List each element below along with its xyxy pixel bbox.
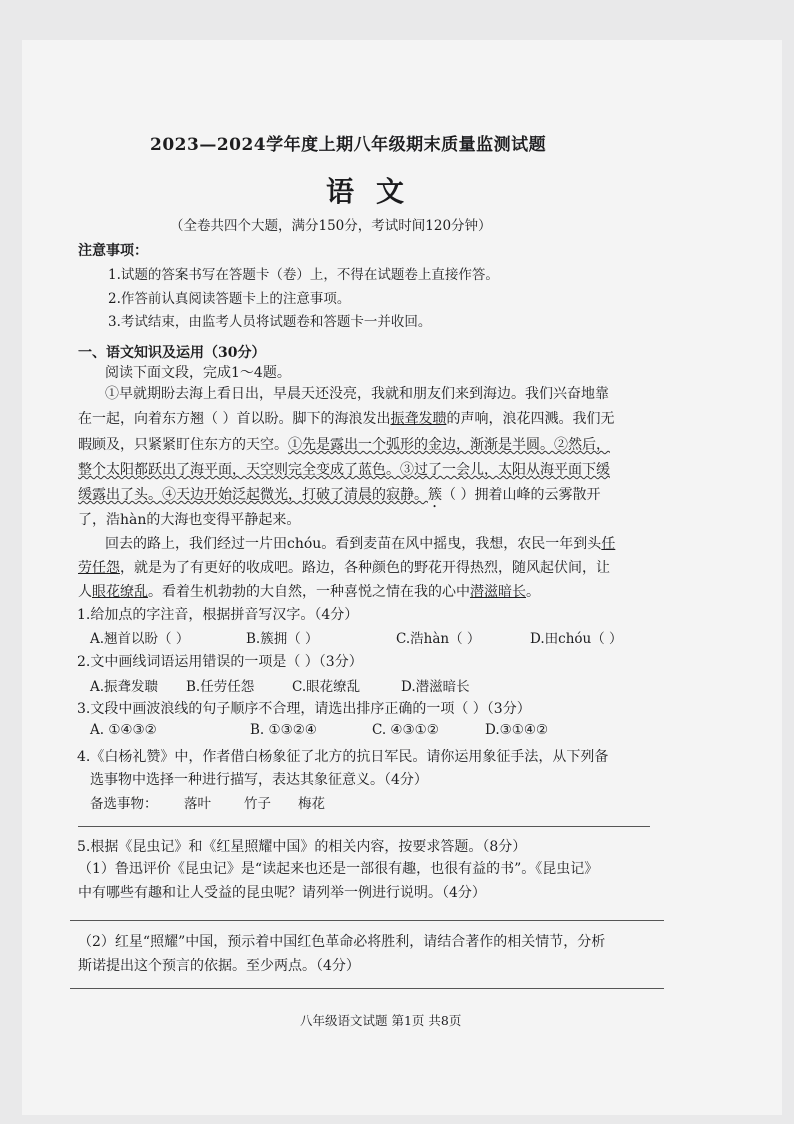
question-4-stem: 选事物中选择一种进行描写，表达其象征意义。（4分） [90,772,428,788]
q3-option-b: B. ①③②④ [250,722,317,738]
question-4-stem: 4.《白杨礼赞》中，作者借白杨象征了北方的抗日军民。请你运用象征手法，从下列备 [77,749,609,765]
page-footer: 八年级语文试题 第1页 共8页 [300,1013,462,1028]
passage-text: 暇顾及，只紧紧盯住东方的天空。 [78,437,288,453]
underlined-word: 眼花缭乱 [92,584,148,600]
section-heading: 一、语文知识及运用（30分） [78,345,266,361]
question-3-stem: 3.文段中画波浪线的句子顺序不合理，请选出排序正确的一项（ ）（3分） [77,701,531,717]
question-5-part-2: 斯诺提出这个预言的依据。至少两点。（4分） [78,958,360,974]
dotted-char: 簇 [428,487,442,503]
underlined-word: 振聋发聩 [390,411,447,427]
passage-text: ，就是为了有更好的收成吧。路边，各种颜色的野花开得热烈，随风起伏间，让 [120,560,610,576]
answer-line [70,920,664,921]
q1-option-d: D.田chóu（ ） [530,631,623,647]
q1-option-a: A.翘首以盼（ ） [90,631,190,647]
notice-heading: 注意事项： [78,243,148,259]
q4-items-label: 备选事物： [90,796,158,812]
passage-text: （ ）拥着山峰的云雾散开 [442,487,601,503]
q2-option-d: D.潜滋暗长 [401,679,470,695]
passage-line [78,408,614,428]
underlined-word: 劳任怨 [78,560,120,576]
passage-line [105,533,615,553]
passage-text: 在一起，向着东方翘（ ）首以盼。脚下的海浪发出 [78,411,391,427]
passage-text: 的大海也变得平静起来。 [146,512,301,528]
q4-item: 梅花 [298,796,325,812]
q3-option-d: D.③①④② [485,722,549,738]
passage-line [78,434,610,454]
answer-line [70,988,664,989]
question-2-stem: 2.文中画线词语运用错误的一项是（ ）（3分） [77,654,363,670]
underlined-word: 任 [601,536,616,552]
passage-line [78,484,600,511]
q4-item: 落叶 [184,796,211,812]
question-5-part-1: （1）鲁迅评价《昆虫记》是“读起来也还是一部很有趣，也很有益的书”。《昆虫记》 [78,861,599,877]
q1-option-b: B.簇拥（ ） [246,631,319,647]
passage-line [78,581,540,601]
passage-text: 的声响，浪花四溅。我们无 [446,411,615,427]
question-5-stem: 5.根据《昆虫记》和《红星照耀中国》的相关内容，按要求答题。（8分） [77,839,527,855]
q1-option-c: C.浩hàn（ ） [396,631,481,647]
passage-text: 人 [78,584,92,600]
wavy-sentence: ①先是露出一个弧形的金边，渐渐是半圆。②然后， [288,437,610,453]
question-5-part-1: 中有哪些有趣和让人受益的昆虫呢？请列举一例进行说明。（4分） [78,885,486,901]
exam-subtitle: （全卷共四个大题，满分150分，考试时间120分钟） [170,218,492,234]
notice-item: 2.作答前认真阅读答题卡上的注意事项。 [108,291,351,307]
passage-text: 回去的路上，我们经过一片田chóu。看到麦苗在风中摇曳，我想，农民一年到头 [105,536,602,552]
passage-line [78,557,610,577]
q3-option-a: A. ①④③② [90,722,157,738]
section-intro: 阅读下面文段，完成1～4题。 [105,365,291,381]
underlined-word: 潜滋暗长 [470,584,526,600]
q3-option-c: C. ④③①② [372,722,439,738]
exam-title: 2023—2024学年度上期八年级期末质量监测试题 [150,135,547,155]
wavy-sentence: 缓露出了头。④天边开始泛起微光，打破了清晨的寂静。 [78,487,428,503]
question-5-part-2: （2）红星“照耀”中国，预示着中国红色革命必将胜利，请结合著作的相关情节，分析 [78,934,606,950]
passage-line: ①早就期盼去海上看日出，早晨天还没亮，我就和朋友们来到海边。我们兴奋地靠 [105,386,609,402]
q2-option-b: B.任劳任怨 [186,679,255,695]
pinyin-word: hàn [120,512,147,528]
passage-text: 了，浩 [78,512,120,528]
passage-text: 。 [526,584,540,600]
q2-option-a: A.振聋发聩 [90,679,159,695]
notice-item: 3.考试结束，由监考人员将试题卷和答题卡一并收回。 [108,314,432,330]
passage-line [78,459,610,479]
subject-title: 语文 [326,175,427,208]
q4-item: 竹子 [244,796,271,812]
question-1-stem: 1.给加点的字注音，根据拼音写汉字。（4分） [77,607,359,623]
q2-option-c: C.眼花缭乱 [292,679,361,695]
notice-item: 1.试题的答案书写在答题卡（卷）上，不得在试题卷上直接作答。 [108,267,499,283]
wavy-sentence: 整个太阳都跃出了海平面，天空则完全变成了蓝色。③过了一会儿，太阳从海平面下缓 [78,462,610,478]
passage-line [78,509,300,529]
answer-line [78,826,650,827]
passage-text: 。看着生机勃勃的大自然，一种喜悦之情在我的心中 [148,584,470,600]
